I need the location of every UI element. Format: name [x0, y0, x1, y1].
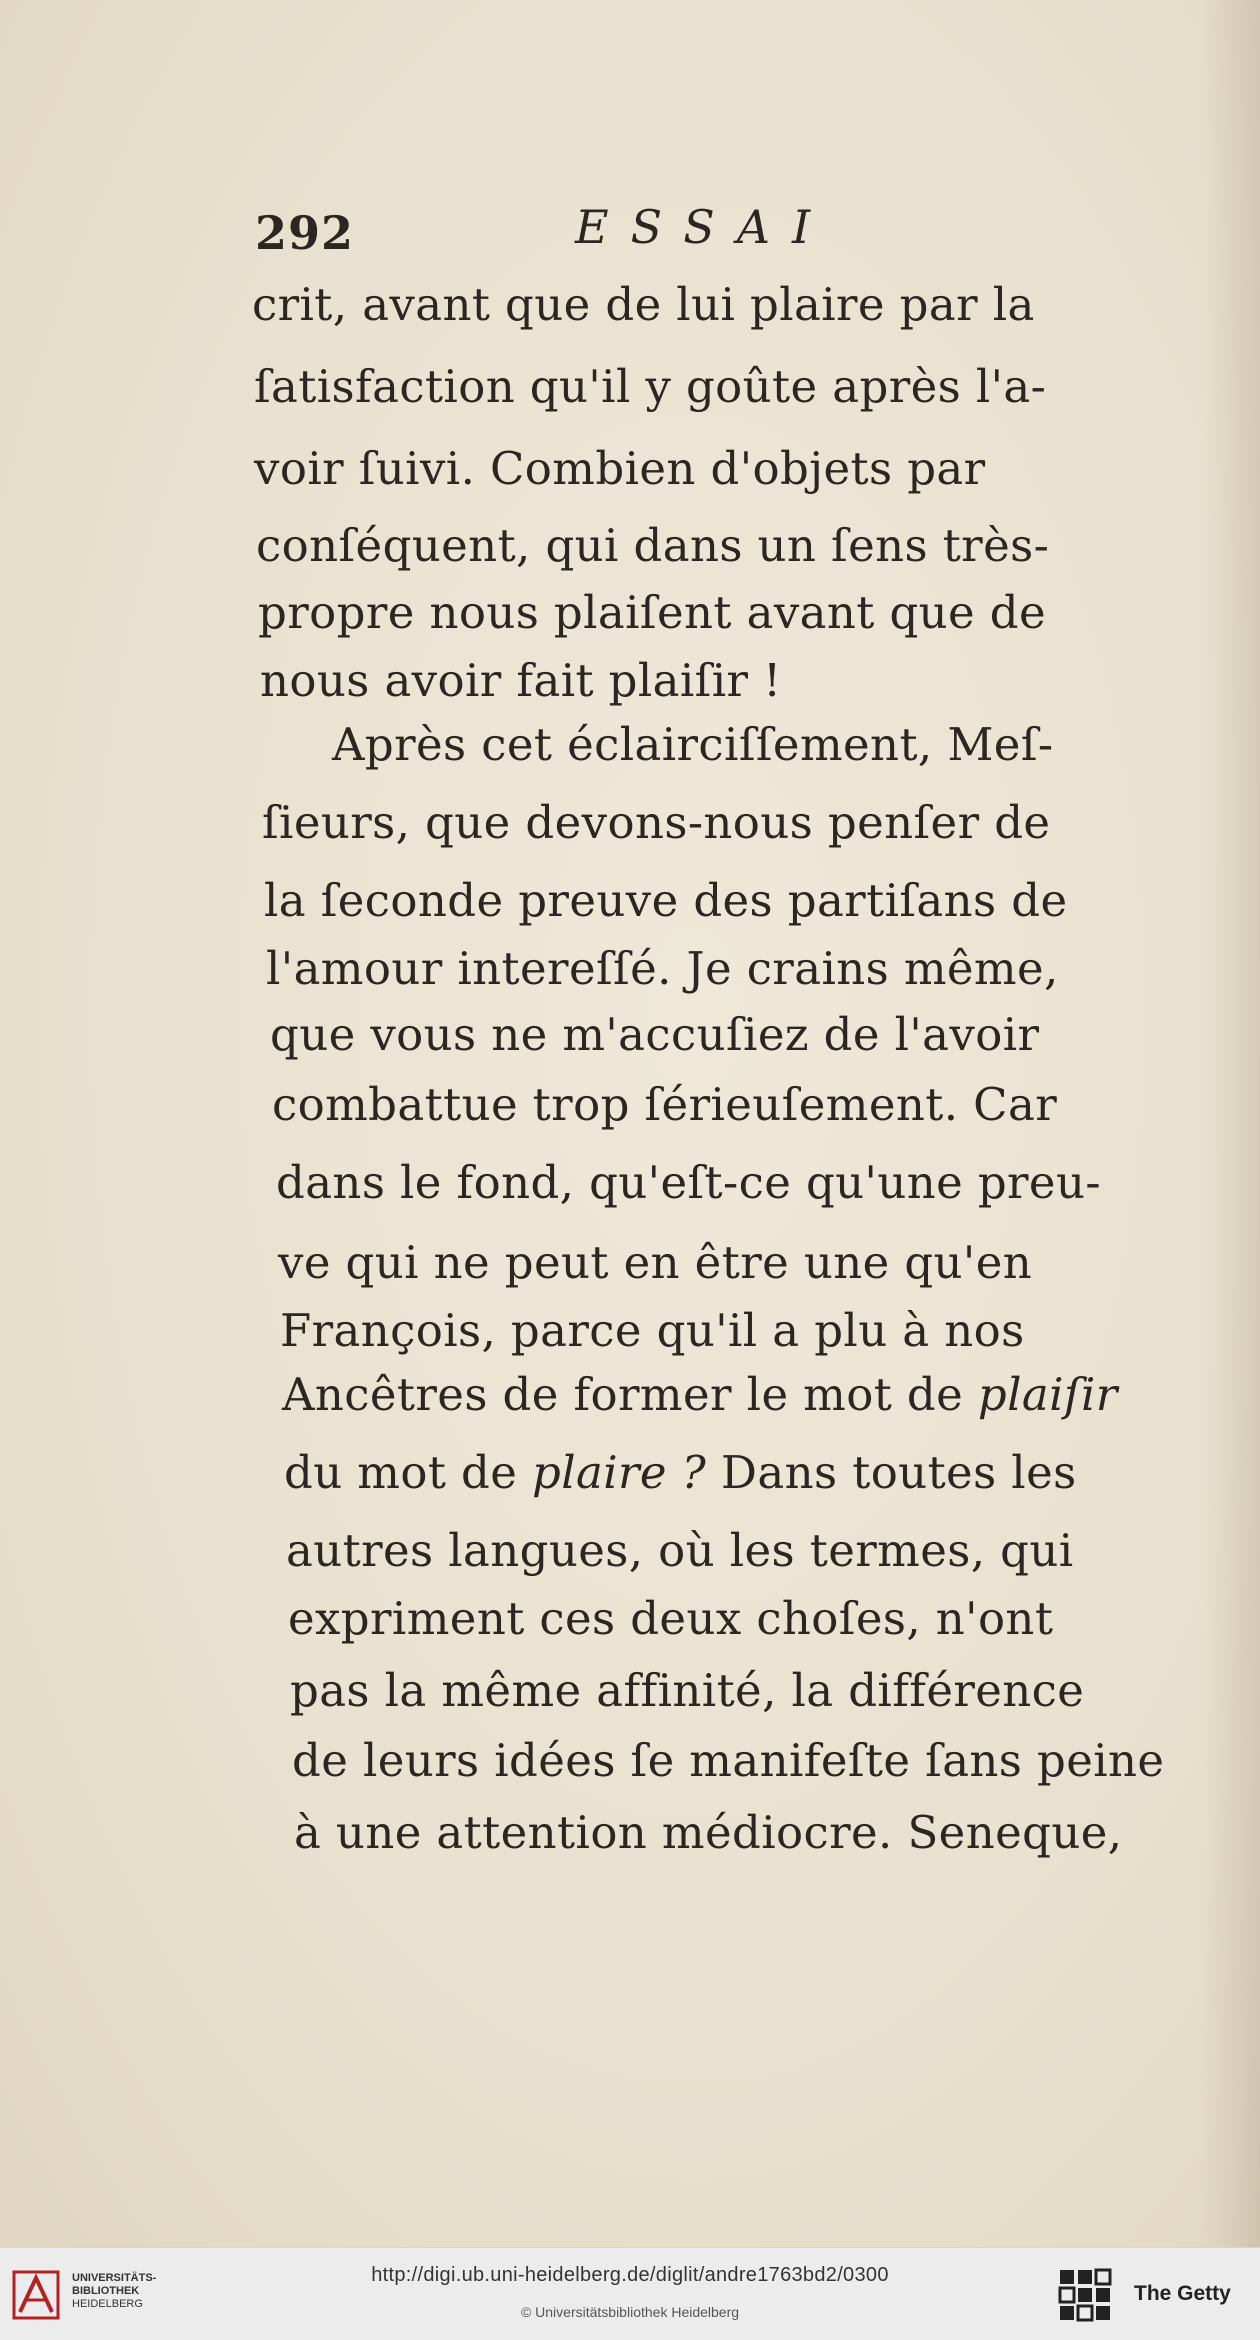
- text-line-12: combattue trop ſérieuſement. Car: [272, 1078, 1058, 1131]
- text-line-19: expriment ces deux choſes, n'ont: [288, 1592, 1054, 1645]
- text-line-9: la ſeconde preuve des partiſans de: [264, 874, 1068, 927]
- ub-heidelberg-logo-icon[interactable]: [12, 2266, 64, 2324]
- text-line-10: l'amour intereſſé. Je crains même,: [266, 942, 1059, 995]
- text-line-1: crit, avant que de lui plaire par la: [252, 278, 1035, 331]
- text-line-16: [282, 1368, 1118, 1421]
- library-name-line-2: BIBLIOTHEK: [72, 2285, 140, 2297]
- text-line-15: François, parce qu'il a plu à nos: [280, 1304, 1025, 1357]
- text-line-8: ſieurs, que devons-nous penſer de: [262, 796, 1051, 849]
- partner-name: The Getty: [1134, 2282, 1231, 2305]
- text-line-20: pas la même affinité, la différence: [290, 1664, 1085, 1717]
- page-number: 292: [255, 206, 355, 260]
- text-line-18: autres langues, où les termes, qui: [286, 1524, 1074, 1577]
- library-name-line-3: HEIDELBERG: [72, 2298, 143, 2310]
- text-line-11: que vous ne m'accuſiez de l'avoir: [270, 1008, 1040, 1061]
- text-line-13: dans le fond, qu'eſt-ce qu'une preu-: [276, 1156, 1101, 1209]
- copyright-text: © Universitätsbibliothek Heidelberg: [520, 2304, 740, 2320]
- getty-logo-icon[interactable]: [1058, 2268, 1114, 2324]
- text-line-17-roman: du mot de: [284, 1446, 518, 1499]
- italic-plaisir: plaiſir: [977, 1368, 1118, 1421]
- library-name-line-1: UNIVERSITÄTS-: [72, 2272, 157, 2284]
- text-line-17: [284, 1446, 1077, 1499]
- text-line-21: de leurs idées ſe manifeſte ſans peine: [292, 1734, 1165, 1787]
- viewer-footer: [0, 2247, 1260, 2340]
- library-name: [72, 2272, 156, 2311]
- text-line-5: propre nous plaiſent avant que de: [258, 586, 1046, 639]
- text-line-22: à une attention médiocre. Seneque,: [294, 1806, 1123, 1859]
- permalink-url[interactable]: http://digi.ub.uni-heidelberg.de/diglit/andre1763bd2/0300: [371, 2264, 889, 2286]
- text-line-16-roman: Ancêtres de former le mot de: [282, 1368, 964, 1421]
- text-line-4: conſéquent, qui dans un ſens très-: [256, 519, 1050, 572]
- page-edge-shadow: [1200, 0, 1260, 2247]
- running-head: [255, 196, 855, 266]
- italic-plaire: plaire ?: [532, 1446, 707, 1499]
- text-line-3: voir ſuivi. Combien d'objets par: [254, 442, 986, 495]
- text-line-6: nous avoir fait plaiſir !: [260, 654, 782, 707]
- text-line-2: ſatisfaction qu'il y goûte après l'a-: [254, 360, 1047, 413]
- text-line-17-rest: Dans toutes les: [720, 1446, 1077, 1499]
- text-line-14: ve qui ne peut en être une qu'en: [278, 1236, 1033, 1289]
- text-line-7: Après cet éclairciſſement, Meſ-: [332, 718, 1054, 771]
- running-title: ESSAI: [575, 200, 833, 254]
